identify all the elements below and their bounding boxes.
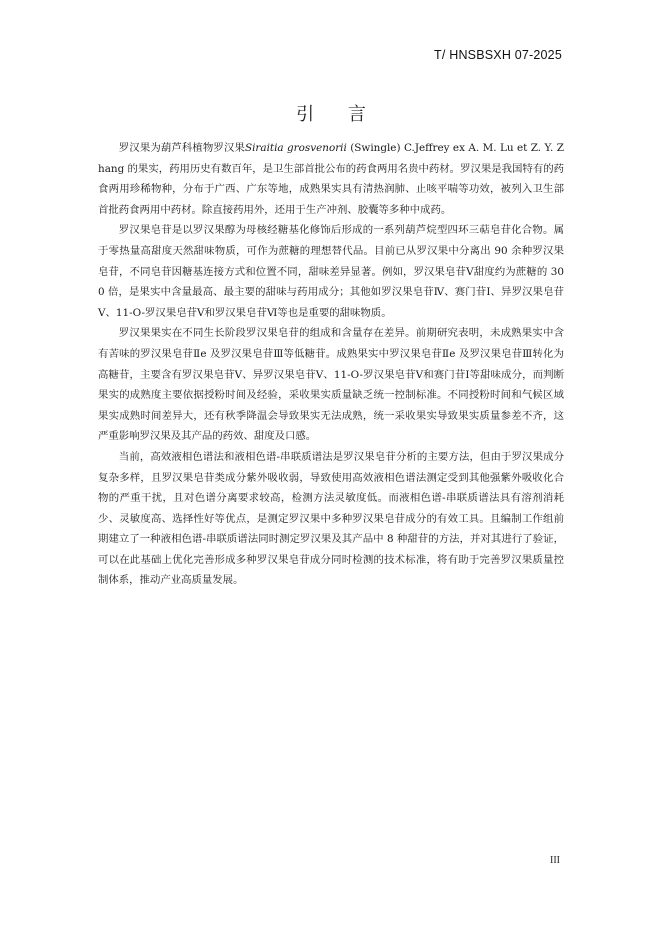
latin-species-name: Siraitia grosvenorii (244, 142, 347, 154)
paragraph-1-lead: 罗汉果为葫芦科植物罗汉果 (118, 142, 245, 154)
standard-code: T/ HNSBSXH 07-2025 (434, 48, 562, 62)
page-title: 引 言 (296, 104, 380, 125)
document-body (98, 138, 564, 591)
paragraph-1-rest: (Swingle) C.Jeffrey ex A. M. Lu et Z. Y. Zhang 的果实，药用历史有数百年，是卫生部首批公布的药食两用名贵中药材。罗汉果是我国特有的药食两用珍稀物种，分布于广西、广东等地，成熟果实具有清热润肺、止咳平喘等功效，被列入卫生部首批药食两用中药材。除直接药用外，还用于生产冲剂、胶囊等多种中成药。 (98, 142, 564, 216)
paragraph-4: 当前，高效液相色谱法和液相色谱-串联质谱法是罗汉果皂苷分析的主要方法，但由于罗汉果成分复杂多样，且罗汉果皂苷类成分紫外吸收弱，导致使用高效液相色谱法测定受到其他强紫外吸收化合物的严重干扰，且对色谱分离要求较高，检测方法灵敏度低。而液相色谱-串联质谱法具有溶剂消耗少、灵敏度高、选择性好等优点，是测定罗汉果中多种罗汉果皂苷成分的有效工具。且编制工作组前期建立了一种液相色谱-串联质谱法同时测定罗汉果及其产品中 8 种甜苷的方法，并对其进行了验证，可以在此基础上优化完善形成多种罗汉果皂苷成分同时检测的技术标准，将有助于完善罗汉果质量控制体系，推动产业高质量发展。 (98, 450, 564, 587)
paragraph-1 (98, 138, 564, 220)
paragraph-2: 罗汉果皂苷是以罗汉果醇为母核经糖基化修饰后形成的一系列葫芦烷型四环三萜皂苷化合物。属于零热量高甜度天然甜味物质，可作为蔗糖的理想替代品。目前已从罗汉果中分离出 90 余种罗汉果皂苷，不同皂苷因糖基连接方式和位置不同，甜味差异显著。例如，罗汉果皂苷Ⅴ甜度约为蔗糖的 300 倍，是果实中含量最高、最主要的甜味与药用成分；其他如罗汉果皂苷Ⅳ、赛门苷Ⅰ、异罗汉果皂苷Ⅴ、11-O-罗汉果皂苷Ⅴ和罗汉果皂苷Ⅵ等也是重要的甜味物质。 (98, 224, 564, 319)
page-number: III (550, 855, 560, 866)
paragraph-3: 罗汉果果实在不同生长阶段罗汉果皂苷的组成和含量存在差异。前期研究表明，未成熟果实中含有苦味的罗汉果皂苷Ⅱe 及罗汉果皂苷Ⅲ等低糖苷。成熟果实中罗汉果皂苷Ⅱe 及罗汉果皂苷Ⅲ转化为高糖苷，主要含有罗汉果皂苷Ⅴ、异罗汉果皂苷Ⅴ、11-O-罗汉果皂苷Ⅴ和赛门苷Ⅰ等甜味成分，而判断果实的成熟度主要依据授粉时间及经验，采收果实质量缺乏统一控制标准。不同授粉时间和气候区域果实成熟时间差异大，还有秋季降温会导致果实无法成熟，统一采收果实导致果实质量参差不齐，这严重影响罗汉果及其产品的药效、甜度及口感。 (98, 327, 564, 443)
